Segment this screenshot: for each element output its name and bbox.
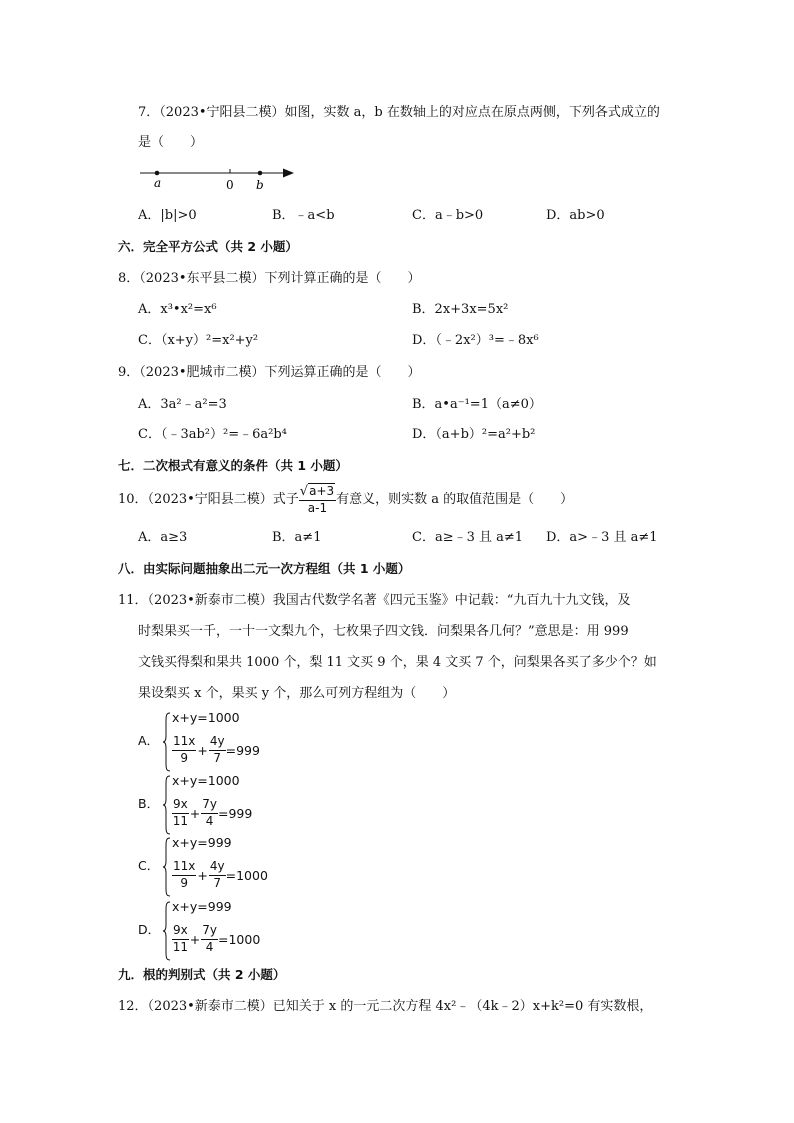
q7-option-c: C．a﹣b>0 xyxy=(412,208,484,223)
q7-option-a: A．|b|>0 xyxy=(138,208,197,223)
q10-option-c: C．a≥﹣3 且 a≠1 xyxy=(412,530,524,545)
q11-option-a-eq1: x+y=1000 xyxy=(172,710,240,725)
q11-option-d-eq1: x+y=999 xyxy=(172,899,232,914)
q11-line3: 文钱买得梨和果共 1000 个，梨 11 文买 9 个，果 4 文买 7 个，问梨果各买了多少个？如 xyxy=(138,655,657,670)
number-line-arrow-icon xyxy=(283,169,294,178)
q8-stem: 8．（2023•东平县二模）下列计算正确的是（ ） xyxy=(118,271,421,286)
q10-fraction-denominator: a-1 xyxy=(307,501,328,515)
section-6-heading: 六．完全平方公式（共 2 小题） xyxy=(118,239,298,254)
q10-option-a: A．a≥3 xyxy=(138,530,188,545)
q11-option-b-eq2: $\frac{9x}{11}$ + $\frac{7y}{4}$ =999 xyxy=(172,797,253,828)
label-a: a xyxy=(154,176,162,190)
q9-option-b: B．a•a⁻¹=1（a≠0） xyxy=(412,397,542,412)
q7-option-b: B．﹣a<b xyxy=(272,208,335,223)
q8-option-d: D．（﹣2x²）³=﹣8x⁶ xyxy=(412,333,539,348)
q9-option-c: C．（﹣3ab²）²=﹣6a²b⁴ xyxy=(138,427,287,442)
q12-stem: 12．（2023•新泰市二模）已知关于 x 的一元二次方程 4x²﹣（4k﹣2）x+k²=0 有实数根， xyxy=(118,999,653,1014)
q11-option-d-label: D． xyxy=(138,922,161,937)
q11-option-b-label: B． xyxy=(138,796,160,811)
sqrt-sign-icon: √ xyxy=(299,484,309,499)
q8-option-b: B．2x+3x=5x² xyxy=(412,302,509,317)
q7-option-d: D．ab>0 xyxy=(546,208,605,223)
q10-prefix: 10．（2023•宁阳县二模）式子 xyxy=(118,492,299,507)
q11-option-a-label: A． xyxy=(138,733,160,748)
q10-stem xyxy=(118,484,573,516)
number-line-figure xyxy=(138,160,298,194)
q7-stem-line1: 7．（2023•宁阳县二模）如图，实数 a，b 在数轴上的对应点在原点两侧，下列各式成立的 xyxy=(138,105,660,120)
point-b-marker xyxy=(258,171,263,176)
q11-option-b-eq1: x+y=1000 xyxy=(172,773,240,788)
q11-option-c-eq1: x+y=999 xyxy=(172,835,232,850)
q10-option-b: B．a≠1 xyxy=(272,530,322,545)
q11-option-d-eq2: $\frac{9x}{11}$ + $\frac{7y}{4}$ =1000 xyxy=(172,923,261,954)
q10-option-d: D．a>﹣3 且 a≠1 xyxy=(546,530,658,545)
q11-option-c-eq2: $\frac{11x}{9}$ + $\frac{4y}{7}$ =1000 xyxy=(173,859,268,890)
q10-fraction-numerator xyxy=(299,484,336,501)
q7-stem-line2: 是（ ） xyxy=(138,135,204,150)
q10-radicand: a+3 xyxy=(309,484,335,498)
q9-stem: 9．（2023•肥城市二模）下列运算正确的是（ ） xyxy=(118,365,421,380)
label-b: b xyxy=(256,178,264,192)
brace-icon xyxy=(162,775,171,835)
section-7-heading: 七．二次根式有意义的条件（共 1 小题） xyxy=(118,458,348,473)
section-8-heading: 八．由实际问题抽象出二元一次方程组（共 1 小题） xyxy=(118,561,411,576)
q9-option-d: D．（a+b）²=a²+b² xyxy=(412,427,536,442)
label-zero: 0 xyxy=(226,178,234,192)
q10-fraction xyxy=(299,484,336,516)
q8-option-a: A．x³•x²=x⁶ xyxy=(138,302,217,317)
q11-line2: 时梨果买一千，一十一文梨九个，七枚果子四文钱．问梨果各几何？”意思是：用 999 xyxy=(138,624,629,639)
section-9-heading: 九．根的判别式（共 2 小题） xyxy=(118,967,286,982)
brace-icon xyxy=(162,837,171,897)
q11-option-c-label: C． xyxy=(138,858,160,873)
q8-option-c: C．（x+y）²=x²+y² xyxy=(138,333,259,348)
q11-option-a-eq2: $\frac{11x}{9}$ + $\frac{4y}{7}$ =999 xyxy=(173,734,260,765)
point-a-marker xyxy=(155,171,160,176)
q9-option-a: A．3a²﹣a²=3 xyxy=(138,397,227,412)
brace-icon xyxy=(162,712,171,772)
brace-icon xyxy=(162,901,171,961)
q11-line1: 11．（2023•新泰市二模）我国古代数学名著《四元玉鉴》中记载：“九百九十九文钱，及 xyxy=(118,593,631,608)
q10-suffix: 有意义，则实数 a 的取值范围是（ ） xyxy=(336,492,574,507)
q11-line4: 果设梨买 x 个，果买 y 个，那么可列方程组为（ ） xyxy=(138,686,456,701)
